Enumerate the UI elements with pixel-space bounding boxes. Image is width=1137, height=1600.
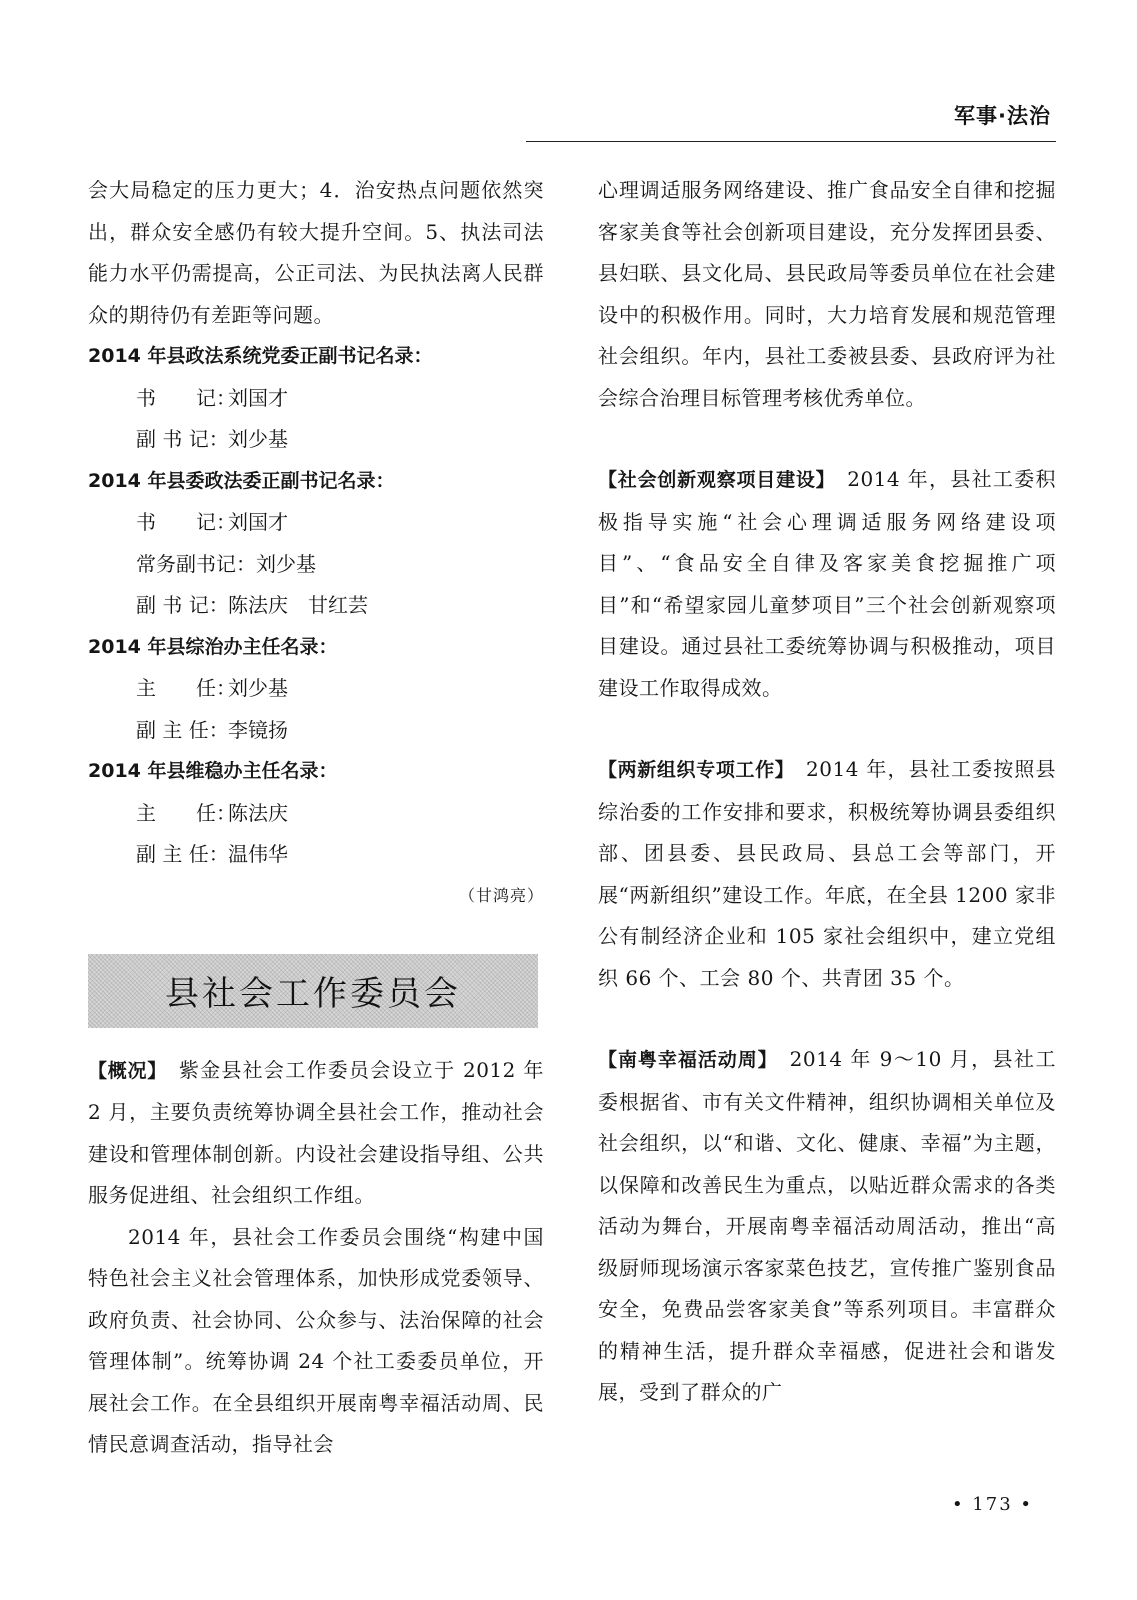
spacer — [598, 419, 1056, 459]
work-paragraph: 2014 年，县社会工作委员会围绕“构建中国特色社会主义社会管理体系，加快形成党委领导、政府负责、社会协同、公众参与、法治保障的社会管理体制”。统筹协调 24 个社工委委员单位，开展社会工作。在全县组织开展南粤幸福活动周、民情民意调查活动，指导社会 — [88, 1224, 544, 1456]
role-label: 常务副书记： — [136, 551, 256, 576]
list-heading-stability-office: 2014 年县维稳办主任名录： — [88, 760, 338, 782]
list-row — [88, 419, 544, 461]
list-heading-political-legal-committee: 2014 年县委政法委正副书记名录： — [88, 469, 395, 492]
role-label: 副 主 任： — [136, 717, 229, 742]
role-label: 副 主 任： — [136, 842, 229, 866]
person-name: 刘少基 — [228, 427, 288, 451]
role-label: 主 任： — [136, 800, 236, 825]
list-row — [88, 585, 544, 627]
list-heading-political-legal-party: 2014 年县政法系统党委正副书记名录： — [88, 345, 433, 367]
list-row — [88, 710, 544, 752]
spacer — [598, 999, 1056, 1039]
topic-text: 2014 年 9～10 月，县社工委根据省、市有关文件精神，组织协调相关单位及社会组织，以“和谐、文化、健康、幸福”为主题，以保障和改善民生为重点，以贴近群众需求的各类活动为舞台，开展南粤幸福活动周活动，推出“高级厨师现场演示客家菜色技艺，宣传推广鉴别食品安全，免费品尝客家美食”等系列项目。丰富群众的精神生活，提升群众幸福感，促进社会和谐发展，受到了群众的广 — [598, 1047, 1056, 1404]
topic-label: 【南粤幸福活动周】 — [598, 1049, 769, 1071]
two-new-orgs-paragraph — [598, 749, 1056, 999]
list-row — [88, 793, 544, 835]
role-label: 书 记： — [136, 385, 236, 410]
topic-text: 2014 年，县社工委按照县综治委的工作安排和要求，积极统筹协调县委组织部、团县委、县民政局、县总工会等部门，开展“两新组织”建设工作。年底，在全县 1200 家非公有制经济企业和 105 家社会组织中，建立党组织 66 个、工会 80 个、共青团 35 个。 — [598, 757, 1056, 990]
person-name: 温伟华 — [228, 842, 288, 866]
spacer — [598, 709, 1056, 749]
topic-label: 【两新组织专项工作】 — [598, 759, 785, 781]
innovation-project-paragraph — [598, 459, 1056, 709]
list-heading-comprehensive-office: 2014 年县综治办主任名录： — [88, 635, 338, 658]
list-row — [88, 502, 544, 544]
continued-paragraph: 心理调适服务网络建设、推广食品安全自律和挖掘客家美食等社会创新项目建设，充分发挥团县委、县妇联、县文化局、县民政局等委员单位在社会建设中的积极作用。同时，大力培育发展和规范管理社会组织。年内，县社工委被县委、县政府评为社会综合治理目标管理考核优秀单位。 — [598, 178, 1056, 410]
intro-paragraph: 会大局稳定的压力更大；4．治安热点问题依然突出，群众安全感仍有较大提升空间。5、执法司法能力水平仍需提高，公正司法、为民执法离人民群众的期待仍有差距等问题。 — [88, 178, 544, 327]
left-column — [88, 170, 544, 1466]
person-name: 刘国才 — [228, 510, 288, 534]
list-row — [88, 544, 544, 586]
happiness-week-paragraph — [598, 1039, 1056, 1414]
author-credit: （甘鸿亮） — [458, 885, 544, 905]
person-name: 刘少基 — [256, 551, 316, 576]
role-label: 主 任： — [136, 676, 236, 700]
list-row — [88, 378, 544, 420]
section-title-banner — [88, 954, 538, 1028]
topic-text: 2014 年，县社工委积极指导实施“社会心理调适服务网络建设项目”、“食品安全自律及客家美食挖掘推广项目”和“希望家园儿童梦项目”三个社会创新观察项目建设。通过县社工委统筹协调与积极推动，项目建设工作取得成效。 — [598, 467, 1056, 700]
person-name: 陈法庆 — [228, 800, 288, 825]
role-label: 副 书 记： — [136, 593, 229, 617]
list-row — [88, 834, 544, 876]
person-name: 陈法庆 甘红芸 — [228, 593, 368, 617]
person-name: 李镜扬 — [228, 717, 288, 742]
topic-label: 【社会创新观察项目建设】 — [598, 469, 826, 491]
section-title: 县社会工作委员会 — [165, 974, 461, 1014]
topic-label: 【概况】 — [88, 1059, 158, 1082]
overview-text: 紫金县社会工作委员会设立于 2012 年 2 月，主要负责统筹协调全县社会工作，推动社会建设和管理体制创新。内设社会建设指导组、公共服务促进组、社会组织工作组。 — [88, 1057, 544, 1207]
role-label: 副 书 记： — [136, 427, 229, 451]
list-row — [88, 668, 544, 710]
header-rule — [526, 141, 1056, 142]
right-column — [598, 170, 1056, 1414]
page-number: • 173 • — [951, 1494, 1033, 1515]
person-name: 刘国才 — [228, 385, 288, 410]
person-name: 刘少基 — [228, 676, 288, 700]
running-header: 军事·法治 — [954, 104, 1051, 128]
role-label: 书 记： — [136, 510, 236, 534]
overview-paragraph — [88, 1050, 544, 1217]
